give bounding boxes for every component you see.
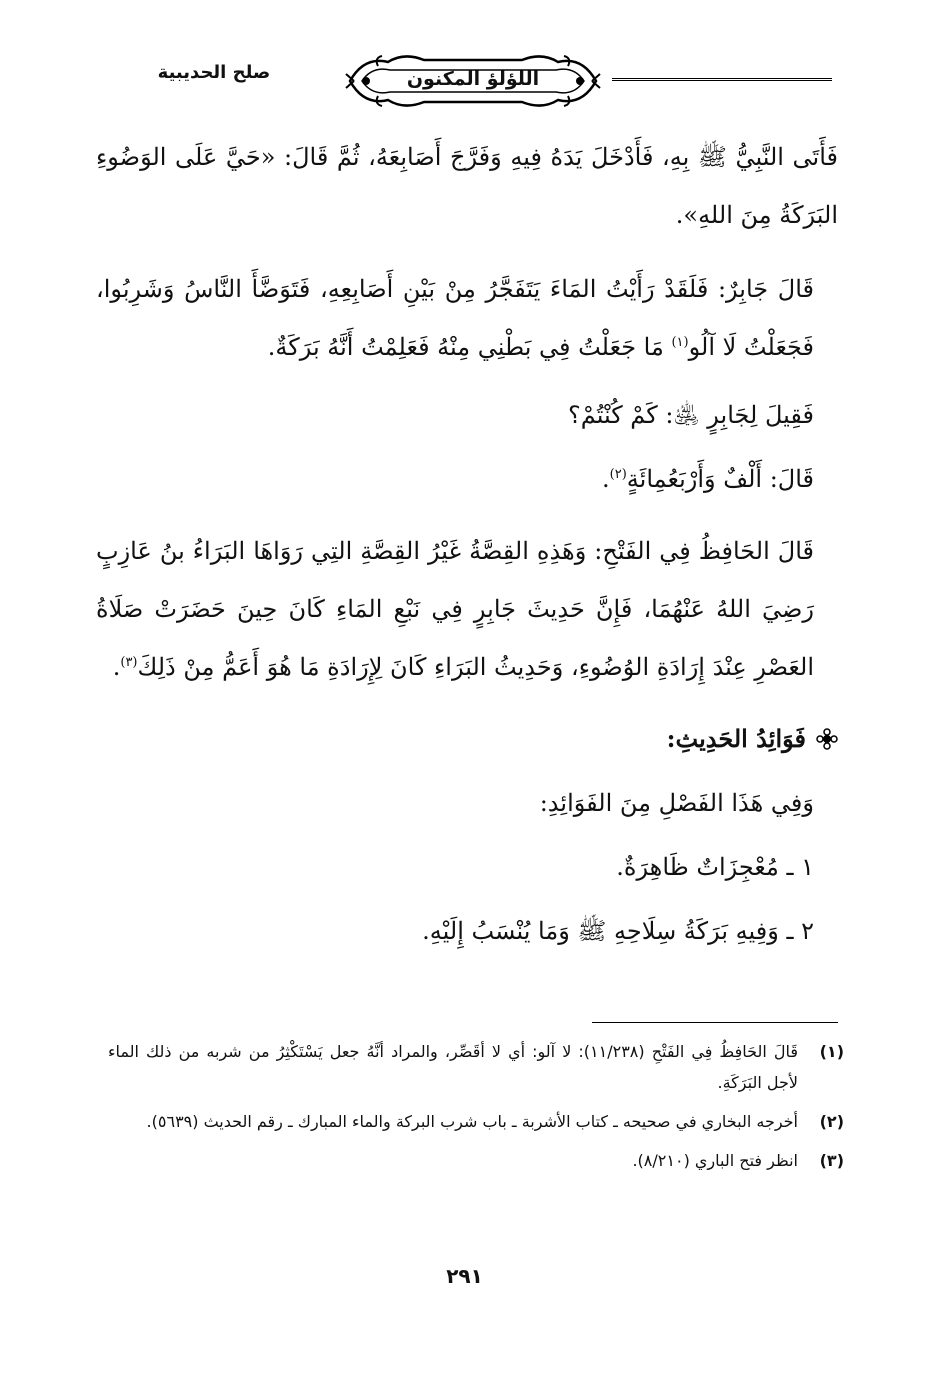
footnote-1 bbox=[108, 1036, 844, 1098]
paragraph-3: فَقِيلَ لِجَابِرٍ ﵁: كَمْ كُنْتُمْ؟ bbox=[568, 401, 814, 429]
footnote-2 bbox=[108, 1106, 844, 1137]
benefits-heading-text: فَوَائِدُ الحَدِيثِ: bbox=[666, 724, 806, 753]
main-text bbox=[96, 128, 838, 960]
footnote-text: قَالَ الحَافِظُ فِي الفَتْحِ (١١/٢٣٨): لا آلو: أي لا أقَصِّر، والمراد أنَّهُ جعل يَسْتَكْثِرُ من شربه من ذلك الماء لأجل البَرَكَةِ. bbox=[108, 1042, 799, 1092]
paragraph-6: وَفِي هَذَا الفَصْلِ مِنَ الفَوَائِدِ: bbox=[539, 789, 814, 817]
footnote-number: (١) bbox=[819, 1042, 844, 1061]
footnote-number: (٣) bbox=[819, 1151, 844, 1170]
page-number: ٢٩١ bbox=[446, 1264, 483, 1288]
footnote-ref-2[interactable]: (٢) bbox=[609, 467, 627, 482]
paragraph-5 bbox=[96, 522, 838, 696]
list-item-2: ٢ ـ وَفِيهِ بَرَكَةُ سِلَاحِهِ ﷺ وَمَا يُنْسَبُ إِلَيْهِ. bbox=[422, 917, 814, 945]
paragraph-5-text-b: . bbox=[112, 653, 121, 681]
paragraph-5-text-a: قَالَ الحَافِظُ فِي الفَتْحِ: وَهَذِهِ القِصَّةُ غَيْرُ القِصَّةِ التِي رَوَاهَا البَرَاءُ بنُ عَازِبٍ رَضِيَ اللهُ عَنْهُمَا، فَإِنَّ حَدِيثَ جَابِرٍ فِي نَبْعِ المَاءِ كَانَ حِينَ حَضَرَتْ صَلَاةُ العَصْرِ عِنْدَ إِرَادَةِ الوُضُوءِ، وَحَدِيثُ البَرَاءِ كَانَ لِإِرَادَةِ مَا هُوَ أَعَمُّ مِنْ ذَلِكَ bbox=[96, 537, 814, 681]
footnote-number: (٢) bbox=[819, 1112, 844, 1131]
footnote-text: انظر فتح الباري (٨/٢١٠). bbox=[632, 1151, 798, 1170]
paragraph-1: فَأَتَى النَّبِيُّ ﷺ بِهِ، فَأَدْخَلَ يَدَهُ فِيهِ وَفَرَّجَ أَصَابِعَهُ، ثُمَّ قَالَ: «حَيَّ عَلَى الوَضُوءِ البَرَكَةُ مِنَ اللهِ». bbox=[96, 143, 838, 229]
footnote-ref-1[interactable]: (١) bbox=[671, 335, 689, 350]
footnote-divider bbox=[592, 1022, 838, 1023]
page-header bbox=[92, 50, 832, 114]
footnote-text: أخرجه البخاري في صحيحه ـ كتاب الأشربة ـ باب شرب البركة والماء المبارك ـ رقم الحديث (٥٦٣٩). bbox=[146, 1112, 798, 1131]
paragraph-2-text-a: قَالَ جَابِرٌ: فَلَقَدْ رَأَيْتُ المَاءَ يَتَفَجَّرُ مِنْ بَيْنِ أَصَابِعِهِ، فَتَوَضَّأَ النَّاسُ وَشَرِبُوا، فَجَعَلْتُ لَا آلُو bbox=[96, 275, 814, 361]
book-title-emblem bbox=[344, 50, 602, 112]
paragraph-2 bbox=[96, 260, 838, 376]
paragraph-4 bbox=[96, 450, 838, 508]
footnotes bbox=[108, 1036, 844, 1184]
footnote-ref-3[interactable]: (٣) bbox=[120, 655, 138, 670]
paragraph-4-text-b: . bbox=[601, 465, 610, 493]
chapter-title: صلح الحديبية bbox=[92, 62, 336, 83]
paragraph-2-text-b: مَا جَعَلْتُ فِي بَطْنِي مِنْهُ فَعَلِمْتُ أَنَّهُ بَرَكَةٌ. bbox=[267, 333, 672, 361]
list-item-1: ١ ـ مُعْجِزَاتٌ ظَاهِرَةٌ. bbox=[616, 853, 814, 881]
header-rule-right bbox=[612, 78, 832, 81]
benefits-heading bbox=[96, 710, 838, 768]
book-title: اللؤلؤ المكنون bbox=[406, 68, 540, 90]
flower-bullet-icon bbox=[816, 728, 838, 750]
footnote-3 bbox=[108, 1145, 844, 1176]
paragraph-4-text-a: قَالَ: أَلْفٌ وَأَرْبَعُمِائَةٍ bbox=[626, 465, 814, 493]
